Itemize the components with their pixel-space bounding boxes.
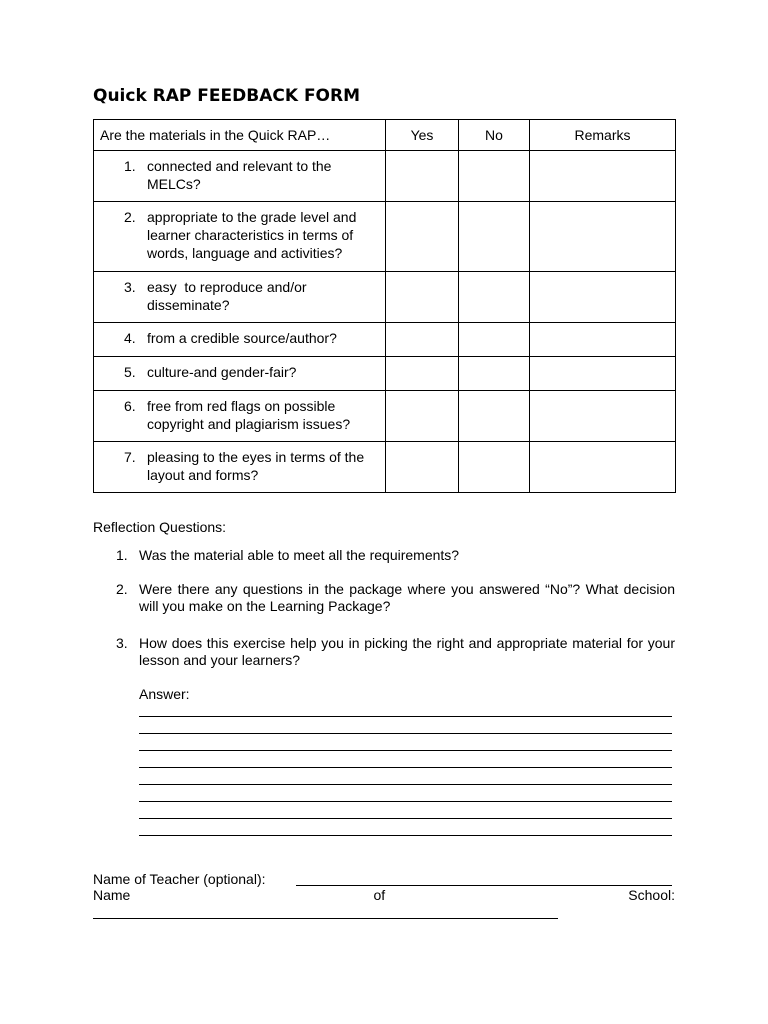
remarks-cell[interactable] — [530, 323, 676, 357]
table-row — [94, 357, 676, 391]
yes-cell[interactable] — [386, 442, 459, 493]
remarks-cell[interactable] — [530, 151, 676, 202]
table-row — [94, 323, 676, 357]
yes-cell[interactable] — [386, 272, 459, 323]
school-label-name: Name — [93, 887, 131, 903]
table-header-row — [94, 120, 676, 151]
reflection-label: Reflection Questions: — [93, 519, 227, 535]
answer-line[interactable] — [139, 784, 672, 785]
question-text: Was the material able to meet all the requirements? — [139, 547, 460, 563]
question-number: 1. — [116, 547, 128, 563]
yes-cell[interactable] — [386, 202, 459, 272]
question-number: 2. — [116, 581, 128, 597]
yes-cell[interactable] — [386, 151, 459, 202]
answer-line[interactable] — [139, 733, 672, 734]
table-row — [94, 202, 676, 272]
school-name-field[interactable] — [93, 918, 558, 919]
table-row — [94, 391, 676, 442]
answer-line[interactable] — [139, 818, 672, 819]
item-text: easy to reproduce and/or disseminate? — [147, 279, 311, 313]
item-text: free from red flags on possible copyright and plagiarism issues? — [147, 398, 351, 432]
question-text: Were there any questions in the package where you answered “No”? What decision will you make on the Learning Package? — [139, 581, 675, 614]
no-cell[interactable] — [459, 323, 530, 357]
question-cell — [94, 357, 386, 391]
question-cell — [94, 391, 386, 442]
no-cell[interactable] — [459, 391, 530, 442]
answer-line[interactable] — [139, 835, 672, 836]
feedback-table — [93, 119, 676, 493]
question-number: 3. — [116, 635, 128, 651]
no-cell[interactable] — [459, 357, 530, 391]
item-text: culture-and gender-fair? — [147, 364, 297, 380]
header-yes: Yes — [386, 120, 459, 151]
item-text: pleasing to the eyes in terms of the layout and forms? — [147, 449, 365, 483]
question-cell — [94, 202, 386, 272]
answer-line[interactable] — [139, 801, 672, 802]
question-cell — [94, 151, 386, 202]
question-cell — [94, 272, 386, 323]
yes-cell[interactable] — [386, 323, 459, 357]
yes-cell[interactable] — [386, 391, 459, 442]
table-row — [94, 151, 676, 202]
item-number: 3. — [124, 279, 136, 295]
remarks-cell[interactable] — [530, 391, 676, 442]
remarks-cell[interactable] — [530, 357, 676, 391]
item-text: from a credible source/author? — [147, 330, 337, 346]
form-title: Quick RAP FEEDBACK FORM — [93, 86, 361, 106]
reflection-question — [93, 581, 675, 615]
no-cell[interactable] — [459, 272, 530, 323]
remarks-cell[interactable] — [530, 202, 676, 272]
table-row — [94, 272, 676, 323]
answer-label: Answer: — [139, 686, 190, 702]
question-cell — [94, 442, 386, 493]
header-remarks: Remarks — [530, 120, 676, 151]
question-text: How does this exercise help you in picking the right and appropriate material for your lesson and your learners? — [139, 635, 675, 668]
answer-line[interactable] — [139, 716, 672, 717]
reflection-question — [93, 547, 675, 564]
teacher-name-label: Name of Teacher (optional): — [93, 871, 266, 887]
no-cell[interactable] — [459, 442, 530, 493]
item-number: 5. — [124, 364, 136, 380]
item-number: 7. — [124, 449, 136, 465]
item-number: 4. — [124, 330, 136, 346]
no-cell[interactable] — [459, 202, 530, 272]
header-question: Are the materials in the Quick RAP… — [94, 120, 386, 151]
table-row — [94, 442, 676, 493]
remarks-cell[interactable] — [530, 442, 676, 493]
school-label-of: of — [373, 887, 386, 903]
yes-cell[interactable] — [386, 357, 459, 391]
answer-line[interactable] — [139, 750, 672, 751]
item-number: 2. — [124, 209, 136, 225]
question-cell — [94, 323, 386, 357]
school-label-school: School: — [628, 887, 675, 903]
no-cell[interactable] — [459, 151, 530, 202]
item-number: 1. — [124, 158, 136, 174]
remarks-cell[interactable] — [530, 272, 676, 323]
school-name-label — [93, 887, 675, 903]
item-number: 6. — [124, 398, 136, 414]
answer-line[interactable] — [139, 767, 672, 768]
item-text: connected and relevant to the MELCs? — [147, 158, 332, 192]
header-no: No — [459, 120, 530, 151]
reflection-question — [93, 635, 675, 669]
item-text: appropriate to the grade level and learner characteristics in terms of words, language and activities? — [147, 209, 357, 261]
teacher-name-field[interactable] — [296, 885, 672, 886]
